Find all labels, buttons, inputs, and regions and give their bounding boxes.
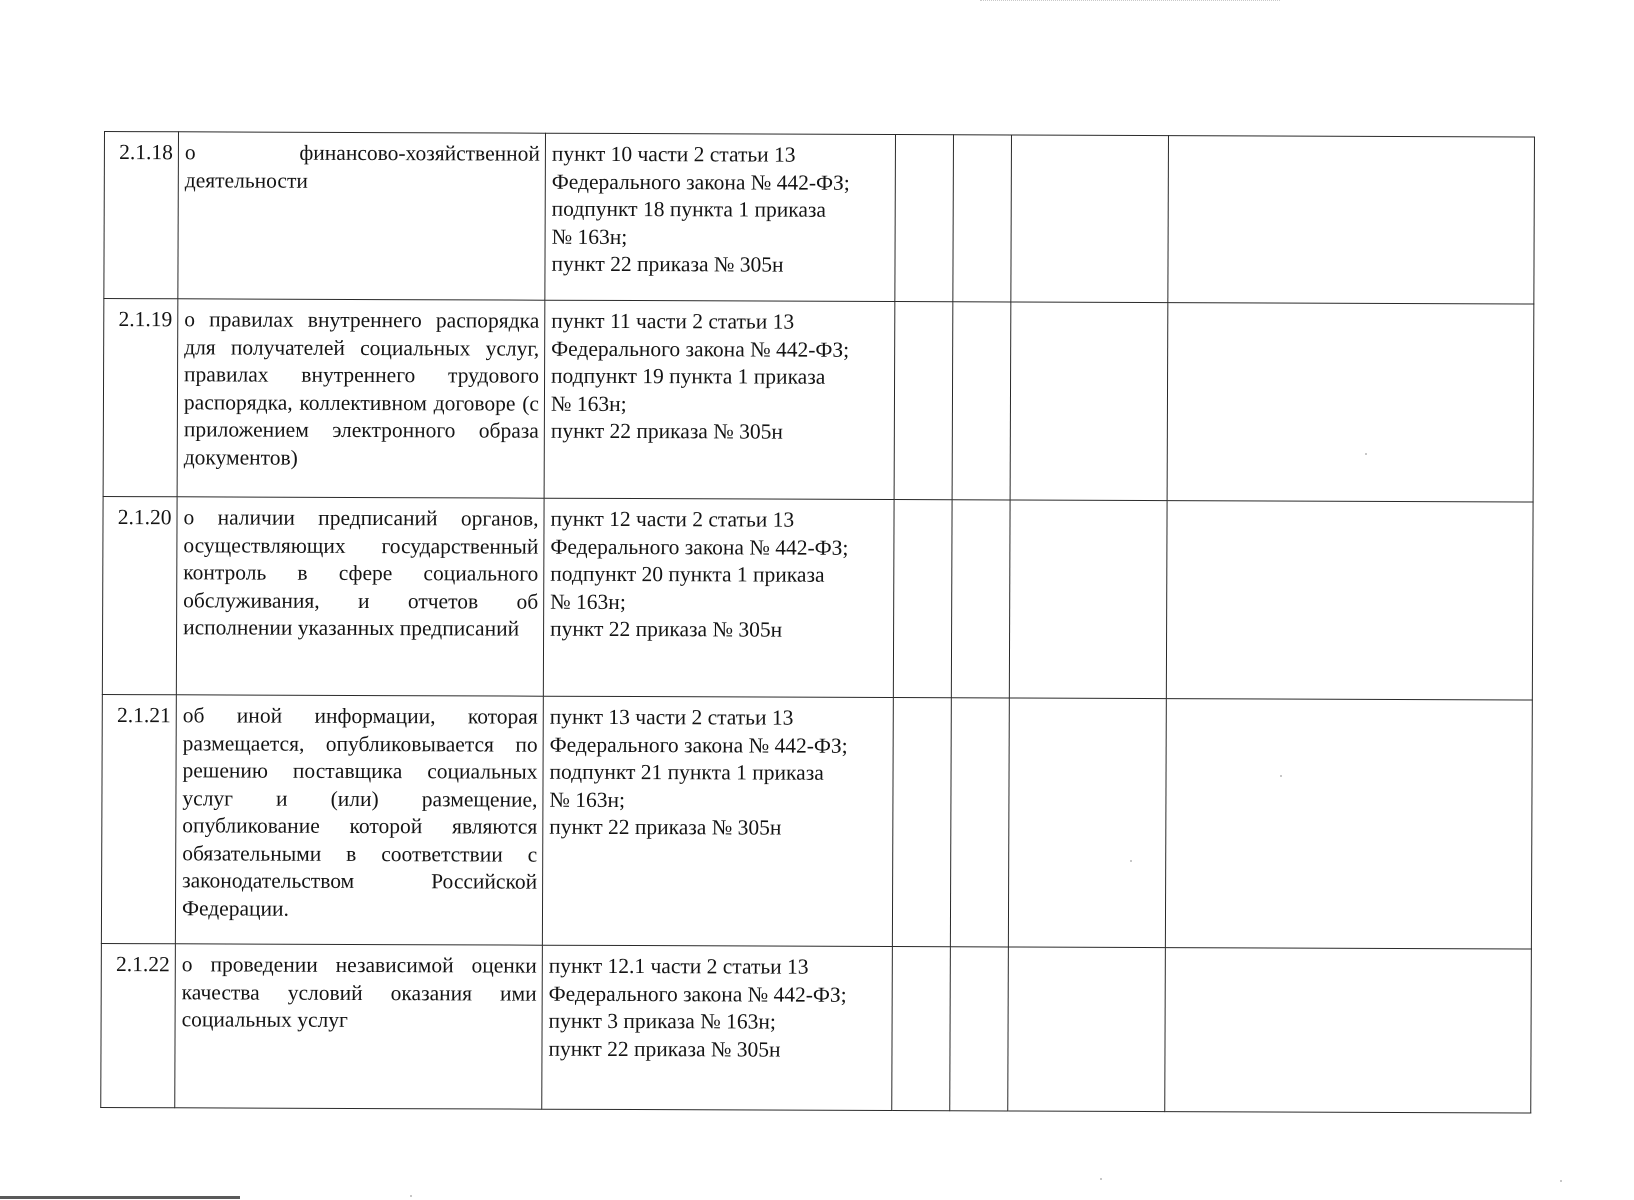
empty-cell	[892, 698, 951, 947]
empty-cell	[1166, 501, 1533, 700]
empty-cell	[895, 135, 954, 302]
empty-cell	[1009, 500, 1167, 699]
row-legal-reference: пункт 12 части 2 статьи 13 Федерального закона № 442-ФЗ; подпункт 20 пункта 1 приказа № 163н; пункт 22 приказа № 305н	[543, 498, 894, 697]
scan-speck	[1280, 775, 1282, 777]
row-number: 2.1.18	[104, 132, 179, 299]
row-description: о финансово-хозяйственной деятельности	[178, 132, 546, 300]
scan-speck	[1100, 1178, 1102, 1180]
scan-edge	[0, 1196, 240, 1199]
table-row	[102, 496, 1533, 699]
row-number: 2.1.20	[102, 496, 177, 694]
empty-cell	[1011, 135, 1169, 303]
empty-cell	[893, 500, 952, 698]
row-legal-reference: пункт 11 части 2 статьи 13 Федерального закона № 442-ФЗ; подпункт 19 пункта 1 приказа № 163н; пункт 22 приказа № 305н	[544, 300, 895, 499]
empty-cell	[950, 947, 1009, 1111]
scan-smudge	[980, 0, 1280, 4]
empty-cell	[1167, 303, 1534, 502]
empty-cell	[952, 302, 1011, 500]
row-description: о проведении независимой оценки качества условий оказания ими социальных услуг	[175, 944, 543, 1109]
table-row	[101, 694, 1532, 948]
scan-speck	[1365, 453, 1367, 455]
row-number: 2.1.22	[101, 943, 176, 1107]
empty-cell	[894, 302, 953, 500]
empty-cell	[1165, 948, 1532, 1113]
row-description: о правилах внутреннего распорядка для получателей социальных услуг, правилах внутреннего трудового распорядка, коллективном договоре (с приложением электронного образа документов)	[177, 299, 545, 498]
empty-cell	[953, 135, 1012, 302]
empty-cell	[950, 698, 1009, 947]
row-legal-reference: пункт 10 части 2 статьи 13 Федерального закона № 442-ФЗ; подпункт 18 пункта 1 приказа № 163н; пункт 22 приказа № 305н	[545, 133, 896, 301]
row-legal-reference: пункт 13 части 2 статьи 13 Федерального закона № 442-ФЗ; подпункт 21 пункта 1 приказа № 163н; пункт 22 приказа № 305н	[542, 696, 893, 946]
row-number: 2.1.21	[101, 694, 176, 943]
scan-speck	[410, 1195, 412, 1197]
scan-speck	[1130, 860, 1132, 862]
empty-cell	[1008, 698, 1166, 948]
row-description: об иной информации, которая размещается, опубликовывается по решению поставщика социальных услуг и (или) размещение, опубликование которой являются обязательными в соответствии с законодательством Российской Федерации.	[175, 695, 543, 945]
empty-cell	[1168, 136, 1535, 304]
row-number: 2.1.19	[103, 299, 178, 497]
empty-cell	[892, 947, 951, 1111]
table-row	[103, 299, 1534, 502]
empty-cell	[1008, 947, 1166, 1112]
empty-cell	[1165, 699, 1532, 949]
row-description: о наличии предписаний органов, осуществляющих государственный контроль в сфере социального обслуживания, и отчетов об исполнении указанных предписаний	[176, 497, 544, 696]
empty-cell	[951, 500, 1010, 698]
table-row	[101, 943, 1532, 1112]
scan-speck	[1560, 1180, 1562, 1182]
empty-cell	[1010, 302, 1168, 501]
table-row	[104, 132, 1535, 304]
row-legal-reference: пункт 12.1 части 2 статьи 13 Федерального закона № 442-ФЗ; пункт 3 приказа № 163н; пункт 22 приказа № 305н	[542, 945, 893, 1110]
requirements-table	[100, 131, 1535, 1113]
